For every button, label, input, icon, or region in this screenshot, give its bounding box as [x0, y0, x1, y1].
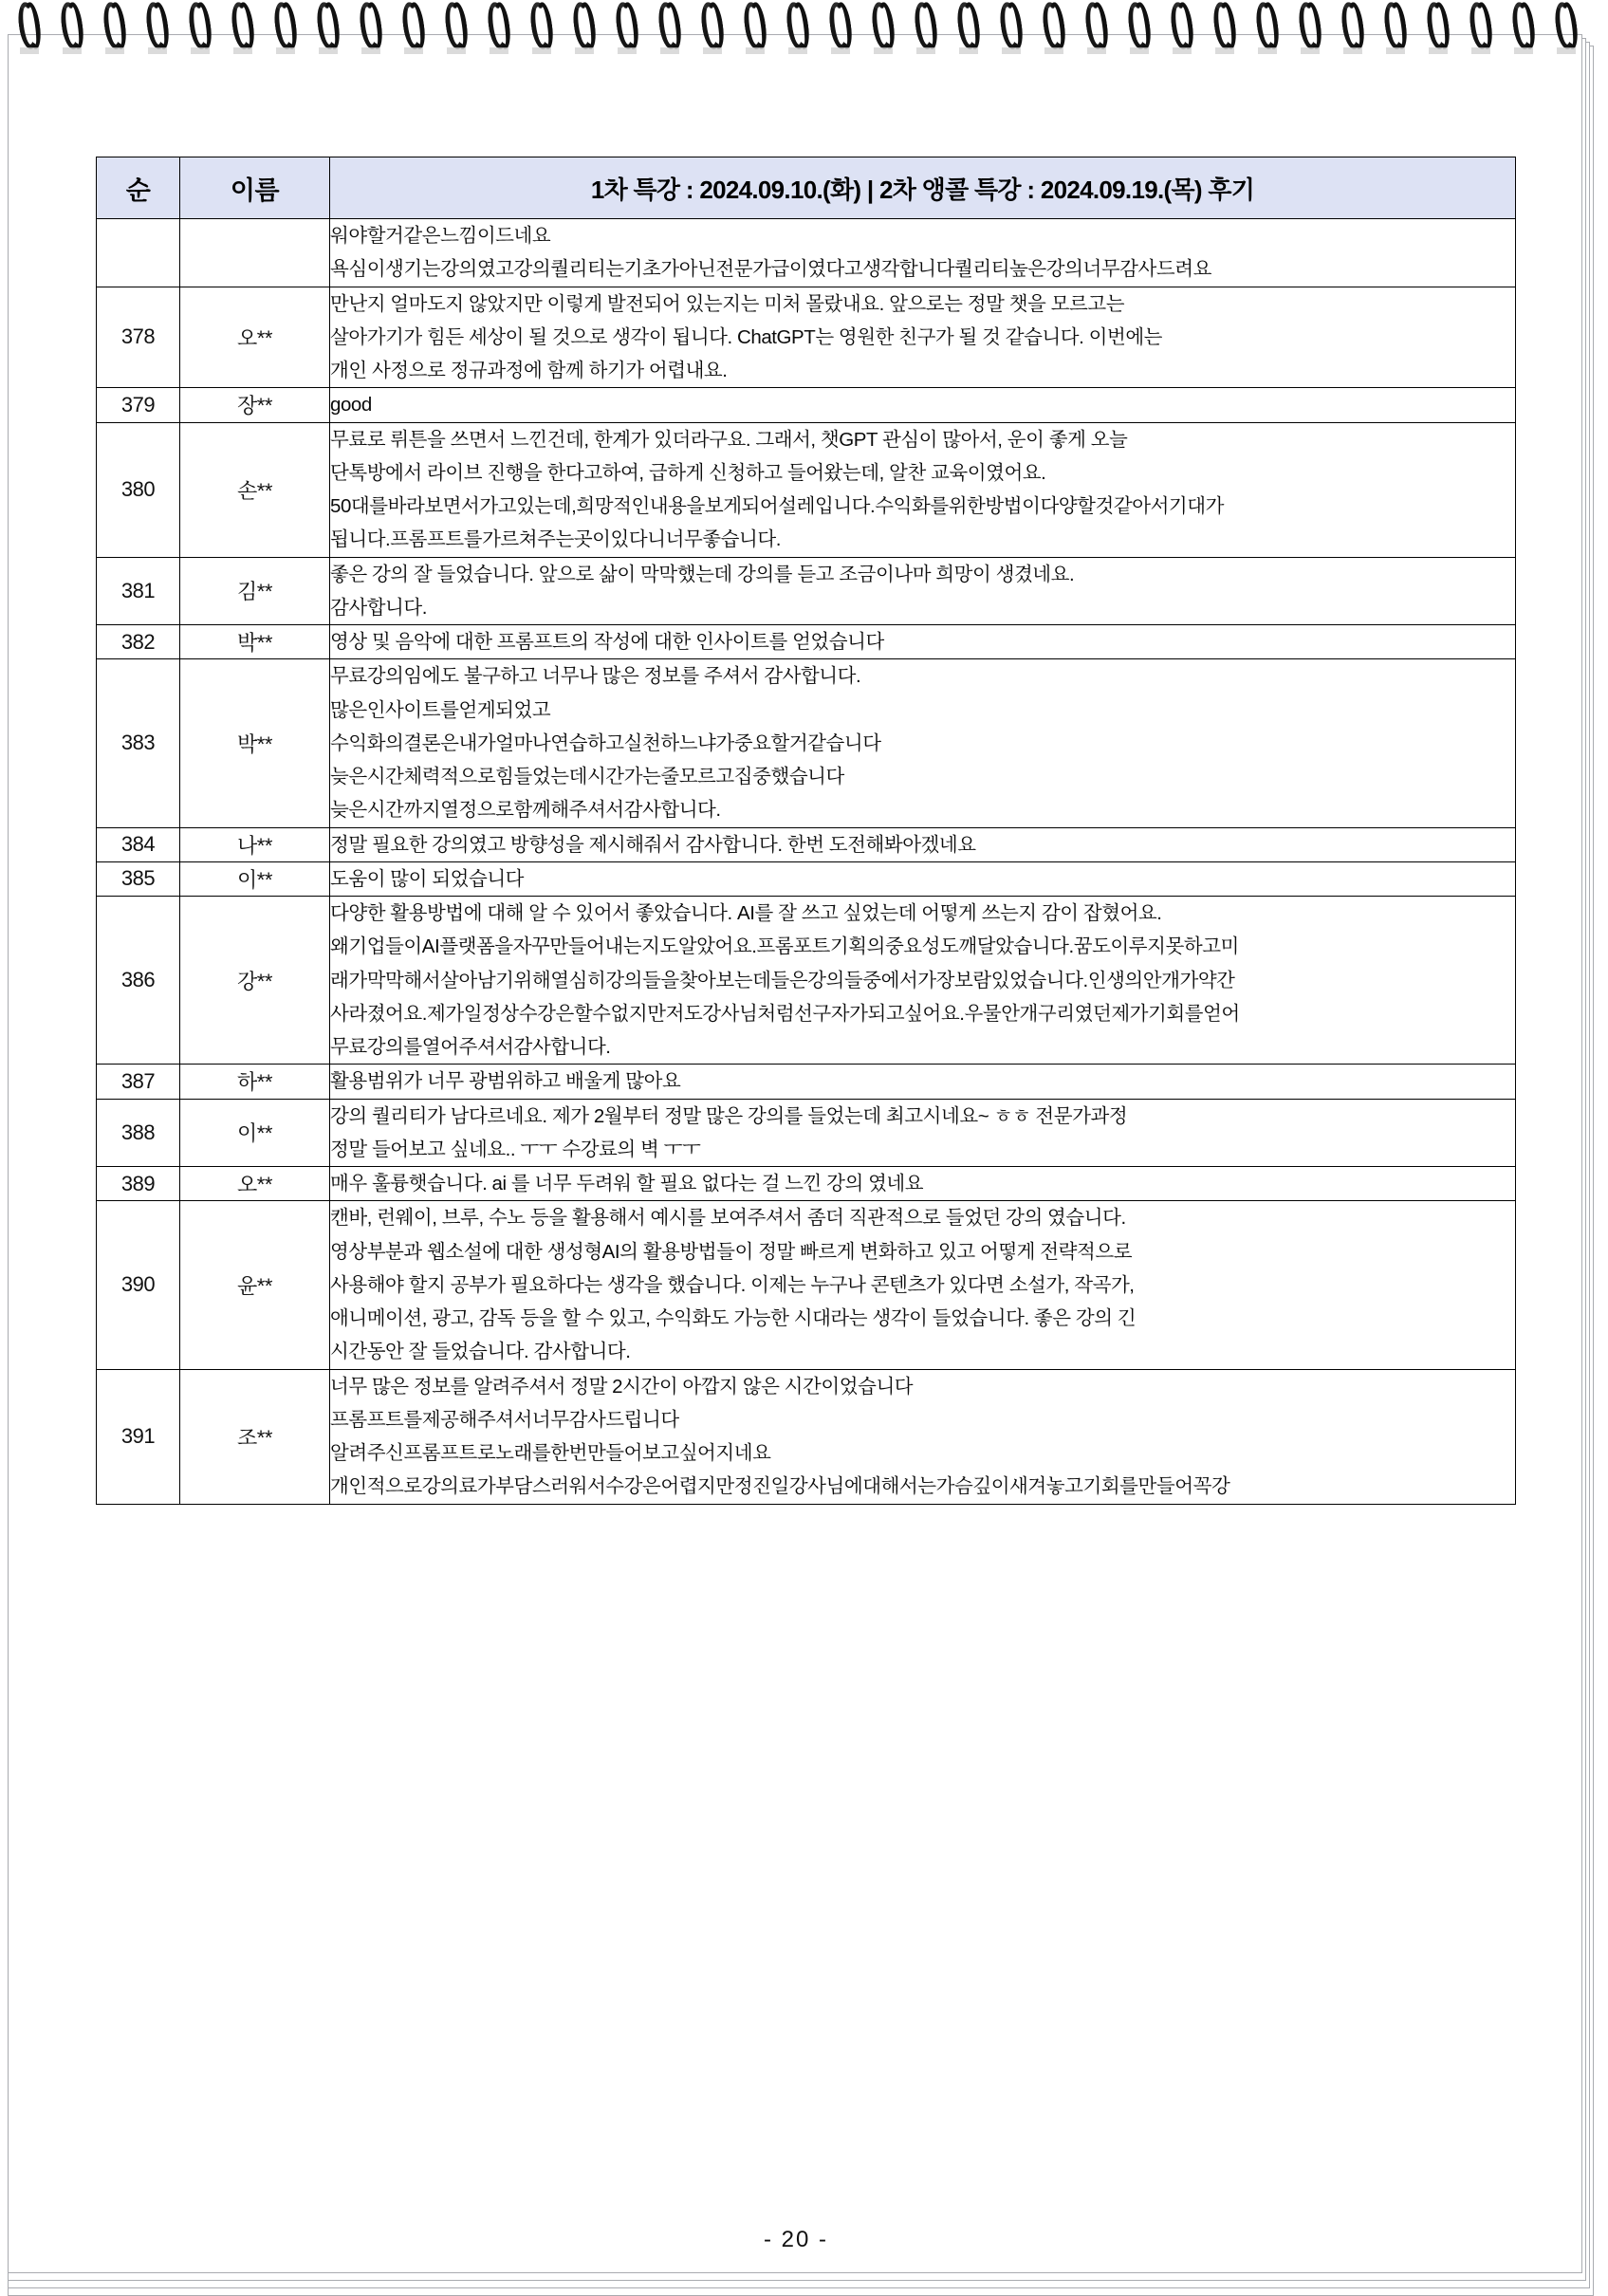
cell-name: 조**: [180, 1369, 330, 1504]
review-line: 활용범위가 너무 광범위하고 배울게 많아요: [330, 1070, 681, 1093]
table-row: [97, 1099, 1516, 1167]
cell-review-text: [330, 1167, 1516, 1201]
cell-review-text: [330, 861, 1516, 896]
review-line: 50대를바라보면서가고있는데,희망적인내용을보게되어설레입니다.수익화를위한방법이다양할것같아서기대가: [330, 495, 1224, 517]
cell-name: 손**: [180, 422, 330, 557]
cell-name: 강**: [180, 897, 330, 1065]
cell-no: 383: [97, 659, 180, 827]
cell-name: 박**: [180, 625, 330, 659]
cell-no: 388: [97, 1099, 180, 1167]
review-line: 다양한 활용방법에 대해 알 수 있어서 좋았습니다. AI를 잘 쓰고 싶었는데 어떻게 쓰는지 감이 잡혔어요.: [330, 902, 1162, 924]
reviews-table-container: [96, 157, 1515, 1505]
reviews-table: [96, 157, 1516, 1505]
cell-review-text: [330, 1201, 1516, 1369]
review-line: 워야할거같은느낌이드네요: [330, 225, 551, 247]
cell-review-text: [330, 388, 1516, 422]
table-row: [97, 827, 1516, 861]
table-row: [97, 1201, 1516, 1369]
table-row: [97, 861, 1516, 896]
review-line: 살아가기가 힘든 세상이 될 것으로 생각이 됩니다. ChatGPT는 영원한 친구가 될 것 같습니다. 이번에는: [330, 325, 1163, 348]
review-line: 수익화의결론은내가얼마나연습하고실천하느냐가중요할거같습니다: [330, 731, 881, 754]
notebook-page: [8, 34, 1582, 2273]
review-line: 도움이 많이 되었습니다: [330, 867, 525, 890]
review-line: 알려주신프롬프트로노래를한번만들어보고싶어지네요: [330, 1442, 771, 1464]
review-line: 정말 필요한 강의였고 방향성을 제시해줘서 감사합니다. 한번 도전해봐아겠네요: [330, 833, 976, 856]
review-line: 늦은시간까지열정으로함께해주셔서감사합니다.: [330, 799, 721, 822]
cell-review-text: [330, 897, 1516, 1065]
cell-review-text: [330, 659, 1516, 827]
review-line: 단톡방에서 라이브 진행을 한다고하여, 급하게 신청하고 들어왔는데, 알찬 교육이였어요.: [330, 461, 1046, 484]
cell-no: 380: [97, 422, 180, 557]
cell-name: 나**: [180, 827, 330, 861]
cell-review-text: [330, 827, 1516, 861]
review-line: 됩니다.프롬프트를가르쳐주는곳이있다니너무좋습니다.: [330, 528, 781, 551]
table-row: [97, 388, 1516, 422]
review-line: 많은인사이트를얻게되었고: [330, 698, 551, 721]
column-header-name: 이름: [180, 157, 330, 219]
review-line: 정말 들어보고 싶네요.. ㅜㅜ 수강료의 벽 ㅜㅜ: [330, 1138, 701, 1160]
table-row: [97, 1065, 1516, 1099]
review-line: 무료로 뤼튼을 쓰면서 느낀건데, 한계가 있더라구요. 그래서, 챗GPT 관심이 많아서, 운이 좋게 오늘: [330, 428, 1128, 451]
cell-name: 이**: [180, 1099, 330, 1167]
review-line: 사라졌어요.제가일정상수강은할수없지만저도강사님처럼선구자가되고싶어요.우물안개구리였던제가기회를얻어: [330, 1002, 1240, 1025]
review-line: 영상 및 음악에 대한 프롬프트의 작성에 대한 인사이트를 얻었습니다: [330, 631, 884, 653]
review-line: 프롬프트를제공해주셔서너무감사드립니다: [330, 1408, 679, 1431]
table-row: [97, 897, 1516, 1065]
cell-name: 하**: [180, 1065, 330, 1099]
table-row: [97, 557, 1516, 625]
cell-no: [97, 219, 180, 287]
cell-no: 378: [97, 287, 180, 388]
review-line: 만난지 얼마도지 않았지만 이렇게 발전되어 있는지는 미처 몰랐내요. 앞으로는 정말 챗을 모르고는: [330, 292, 1125, 315]
cell-name: 오**: [180, 1167, 330, 1201]
review-line: 개인 사정으로 정규과정에 함께 하기가 어렵내요.: [330, 360, 728, 381]
table-row: [97, 659, 1516, 827]
review-line: 감사합니다.: [330, 596, 428, 619]
review-line: 너무 많은 정보를 알려주셔서 정말 2시간이 아깝지 않은 시간이었습니다: [330, 1375, 914, 1398]
cell-no: 391: [97, 1369, 180, 1504]
cell-name: 박**: [180, 659, 330, 827]
review-line: 늦은시간체력적으로힘들었는데시간가는줄모르고집중했습니다: [330, 766, 844, 787]
table-row: [97, 1369, 1516, 1504]
review-line: 매우 훌륭햇습니다. ai 를 너무 두려워 할 필요 없다는 걸 느낀 강의 였네요: [330, 1173, 924, 1194]
cell-no: 386: [97, 897, 180, 1065]
cell-name: [180, 219, 330, 287]
cell-review-text: [330, 625, 1516, 659]
reviews-table-head: [97, 157, 1516, 219]
page-number: - 20 -: [763, 2227, 828, 2252]
cell-review-text: [330, 422, 1516, 557]
cell-review-text: [330, 287, 1516, 388]
review-line: 시간동안 잘 들었습니다. 감사합니다.: [330, 1341, 631, 1363]
review-line: 영상부분과 웹소설에 대한 생성형AI의 활용방법들이 정말 빠르게 변화하고 있고 어떻게 전략적으로: [330, 1240, 1133, 1263]
cell-review-text: [330, 557, 1516, 625]
cell-name: 장**: [180, 388, 330, 422]
review-line: 사용해야 할지 공부가 필요하다는 생각을 했습니다. 이제는 누구나 콘텐츠가 있다면 소설가, 작곡가,: [330, 1273, 1135, 1296]
table-row: [97, 1167, 1516, 1201]
cell-no: 382: [97, 625, 180, 659]
table-row: [97, 422, 1516, 557]
table-header-row: [97, 157, 1516, 219]
review-line: 왜기업들이AI플랫폼을자꾸만들어내는지도알았어요.프롬포트기획의중요성도깨달았습니다.꿈도이루지못하고미: [330, 935, 1239, 958]
cell-name: 김**: [180, 557, 330, 625]
review-line: 래가막막해서살아남기위해열심히강의들을찾아보는데들은강의들중에서가장보람있었습니다.인생의안개가약간: [330, 969, 1235, 991]
reviews-table-body: [97, 219, 1516, 1505]
cell-name: 이**: [180, 861, 330, 896]
review-line: 무료강의를열어주셔서감사합니다.: [330, 1036, 611, 1058]
review-line: 애니메이션, 광고, 감독 등을 할 수 있고, 수익화도 가능한 시대라는 생각이 들었습니다. 좋은 강의 긴: [330, 1307, 1137, 1329]
review-line: 욕심이생기는강의였고강의퀄리티는기초가아닌전문가급이였다고생각합니다퀄리티높은강의너무감사드려요: [330, 258, 1211, 281]
table-row: [97, 287, 1516, 388]
review-line: 강의 퀄리티가 남다르네요. 제가 2월부터 정말 많은 강의를 들었는데 최고시네요~ ㅎㅎ 전문가과정: [330, 1104, 1128, 1127]
cell-no: 379: [97, 388, 180, 422]
cell-name: 윤**: [180, 1201, 330, 1369]
column-header-no: 순: [97, 157, 180, 219]
review-line: 개인적으로강의료가부담스러워서수강은어렵지만정진일강사님에대해서는가슴깊이새겨놓고기회를만들어꼭강: [330, 1475, 1230, 1498]
review-line: 무료강의임에도 불구하고 너무나 많은 정보를 주셔서 감사합니다.: [330, 665, 861, 688]
review-line: good: [330, 394, 372, 417]
cell-no: 390: [97, 1201, 180, 1369]
review-line: 좋은 강의 잘 들었습니다. 앞으로 삶이 막막했는데 강의를 듣고 조금이나마 희망이 생겼네요.: [330, 563, 1075, 585]
cell-no: 384: [97, 827, 180, 861]
cell-no: 387: [97, 1065, 180, 1099]
cell-no: 385: [97, 861, 180, 896]
cell-review-text: [330, 1099, 1516, 1167]
cell-review-text: [330, 1065, 1516, 1099]
cell-name: 오**: [180, 287, 330, 388]
review-line: 캔바, 런웨이, 브루, 수노 등을 활용해서 예시를 보여주셔서 좀더 직관적으로 들었던 강의 였습니다.: [330, 1207, 1126, 1230]
table-row: [97, 625, 1516, 659]
cell-review-text: [330, 219, 1516, 287]
cell-no: 389: [97, 1167, 180, 1201]
cell-review-text: [330, 1369, 1516, 1504]
table-row: [97, 219, 1516, 287]
cell-no: 381: [97, 557, 180, 625]
column-header-review: 1차 특강 : 2024.09.10.(화) | 2차 앵콜 특강 : 2024.09.19.(목) 후기: [330, 157, 1516, 219]
